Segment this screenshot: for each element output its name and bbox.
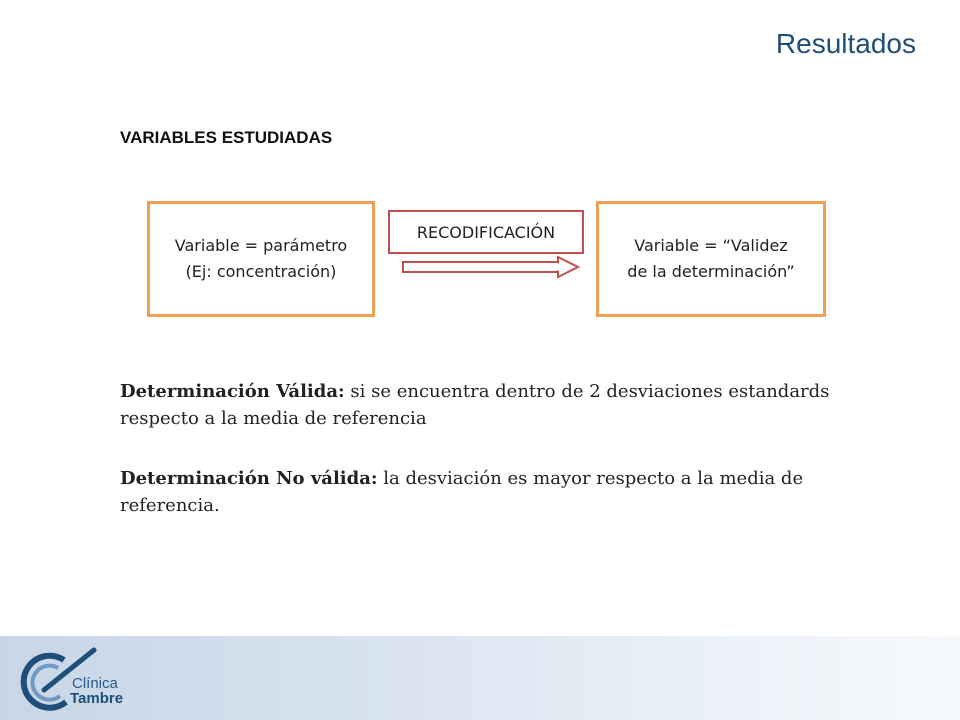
valid-definition xyxy=(120,378,880,432)
valid-term: Determinación Válida: xyxy=(120,381,345,402)
variable-parameter-box xyxy=(147,201,375,317)
footer-band xyxy=(0,636,960,720)
section-heading: VARIABLES ESTUDIADAS xyxy=(120,128,333,147)
validity-variable-box xyxy=(596,201,826,317)
right-box-line2: de la determinación” xyxy=(627,262,795,281)
logo-text-clinica: Clínica xyxy=(72,675,118,692)
recodification-label: RECODIFICACIÓN xyxy=(388,210,584,254)
logo-text-tambre: Tambre xyxy=(70,690,124,707)
left-box-line1: Variable = parámetro xyxy=(174,236,348,255)
right-box-line1: Variable = “Validez xyxy=(634,236,788,255)
invalid-definition xyxy=(120,465,880,519)
left-box-line2: (Ej: concentración) xyxy=(185,262,337,281)
invalid-text: la desviación es mayor respecto a la media de referencia. xyxy=(120,468,804,516)
right-arrow-icon xyxy=(402,255,582,279)
invalid-term: Determinación No válida: xyxy=(120,468,378,489)
slide-title: Resultados xyxy=(775,28,916,59)
valid-text: si se encuentra dentro de 2 desviaciones estandards respecto a la media de referencia xyxy=(120,381,830,429)
